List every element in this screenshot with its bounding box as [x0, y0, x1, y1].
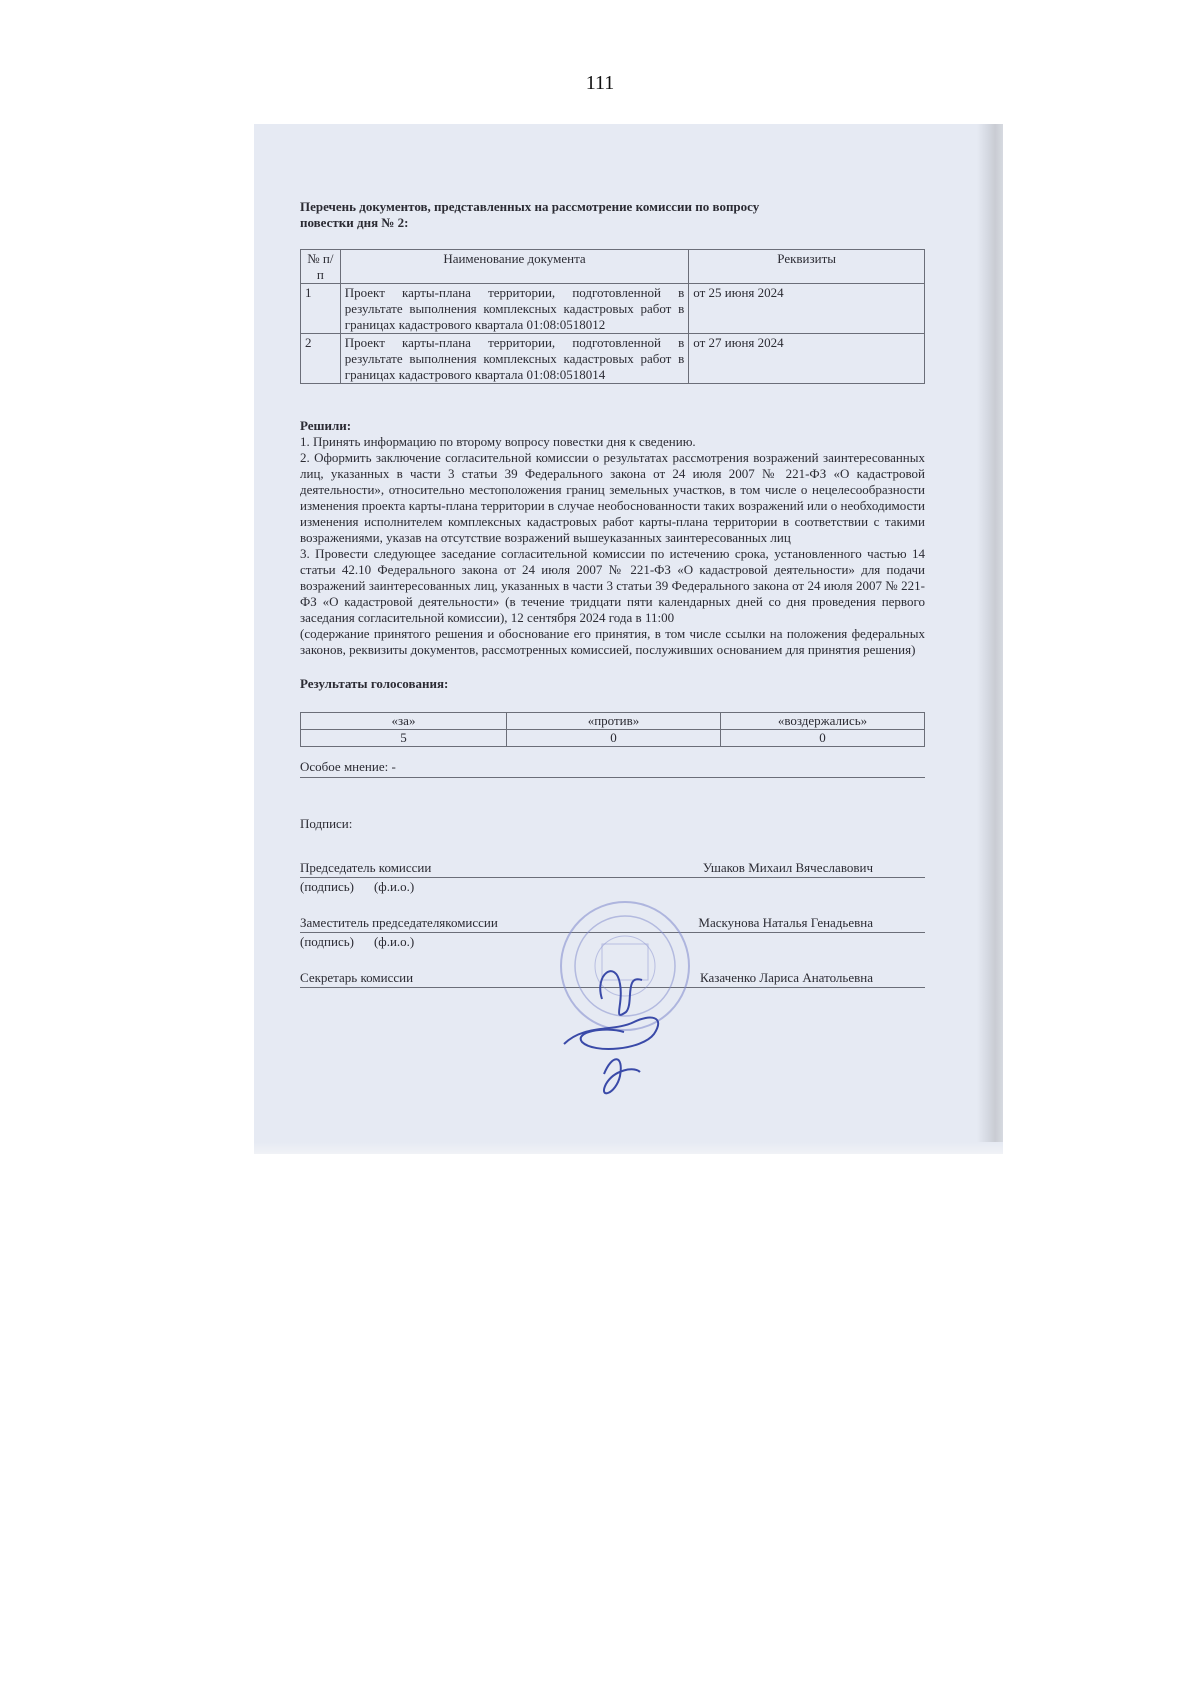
header-document-name: Наименование документа [340, 250, 689, 284]
decision-title: Решили: [300, 418, 352, 433]
decision-item-3: 3. Провести следующее заседание согласительной комиссии по истечению срока, установленного частью 14 статьи 42.10 Федерального закона от 24 июля 2007 № 221-ФЗ «О кадастровой деятельности» для подачи возражений заинтересованных лиц, указанных в части 3 статьи 39 Федерального закона от 24 июля 2007 № 221-ФЗ «О кадастровой деятельности» (в течение тридцати пяти календарных дней со дня проведения первого заседания согласительной комиссии), 12 сентября 2024 года в 11:00 [300, 546, 925, 625]
decision-item-2: 2. Оформить заключение согласительной комиссии о результатах рассмотрения возражений заинтересованных лиц, указанных в части 3 статьи 39 Федерального закона от 24 июля 2007 № 221-ФЗ «О кадастровой деятельности», относительно местоположения границ земельных участков, в том числе о нецелесообразности изменения проекта карты-плана территории в случае необоснованности таких возражений или о необходимости изменения исполнителем комплексных кадастровых работ карты-плана территории в соответствии с такими возражениями, указав на отсутствие возражений вышеуказанных заинтересованных лиц [300, 450, 925, 545]
vote-value-for: 5 [301, 730, 507, 747]
deputy-role: Заместитель председателякомиссии [300, 915, 498, 930]
row-details: от 27 июня 2024 [689, 334, 925, 384]
vote-value-against: 0 [507, 730, 721, 747]
chairman-name: Ушаков Михаил Вячеславович [702, 860, 873, 875]
table-row [301, 334, 925, 384]
heading-line-2: повестки дня № 2: [300, 215, 409, 230]
signature-caption [300, 879, 925, 895]
documents-heading [300, 199, 925, 231]
vote-header-abstained: «воздержались» [721, 713, 925, 730]
row-details: от 25 июня 2024 [689, 284, 925, 334]
decision-note: (содержание принятого решения и обоснование его принятия, в том числе ссылки на положения федеральных законов, реквизиты документов, рассмотренных комиссией, послуживших основанием для принятия решения) [300, 626, 925, 657]
handwritten-signatures [554, 904, 684, 1104]
deputy-name: Маскунова Наталья Генадьевна [698, 915, 873, 930]
special-opinion: Особое мнение: - [300, 759, 925, 778]
row-document-name: Проект карты-плана территории, подготовленной в результате выполнения комплексных кадастровых работ в границах кадастрового квартала 01:08:0518014 [340, 334, 689, 384]
row-number: 2 [301, 334, 341, 384]
scan-bottom-edge [254, 1142, 1003, 1154]
chairman-signature-line [300, 860, 925, 878]
documents-table [300, 249, 925, 384]
secretary-role: Секретарь комиссии [300, 970, 414, 985]
decision-item-1: 1. Принять информацию по второму вопросу повестки дня к сведению. [300, 434, 696, 449]
caption-signature: (подпись) [300, 934, 354, 949]
scan-shadow-edge [977, 124, 1003, 1154]
signatures-title: Подписи: [300, 816, 353, 831]
page-number: 111 [585, 72, 615, 94]
secretary-name: Казаченко Лариса Анатольевна [700, 970, 873, 985]
row-number: 1 [301, 284, 341, 334]
voting-title: Результаты голосования: [300, 676, 449, 691]
table-header-row [301, 250, 925, 284]
table-row [301, 284, 925, 334]
caption-signature: (подпись) [300, 879, 354, 894]
scanned-document [254, 124, 1003, 1154]
header-number: № п/п [301, 250, 341, 284]
heading-line-1: Перечень документов, представленных на рассмотрение комиссии по вопросу [300, 199, 760, 214]
header-details: Реквизиты [689, 250, 925, 284]
row-document-name: Проект карты-плана территории, подготовленной в результате выполнения комплексных кадастровых работ в границах кадастрового квартала 01:08:0518012 [340, 284, 689, 334]
document-body [300, 199, 925, 988]
voting-table [300, 712, 925, 747]
vote-header-against: «против» [507, 713, 721, 730]
chairman-role: Председатель комиссии [300, 860, 432, 875]
voting-values-row [301, 730, 925, 747]
caption-fio: (ф.и.о.) [373, 879, 415, 894]
caption-fio: (ф.и.о.) [373, 934, 415, 949]
voting-header-row [301, 713, 925, 730]
vote-value-abstained: 0 [721, 730, 925, 747]
vote-header-for: «за» [301, 713, 507, 730]
